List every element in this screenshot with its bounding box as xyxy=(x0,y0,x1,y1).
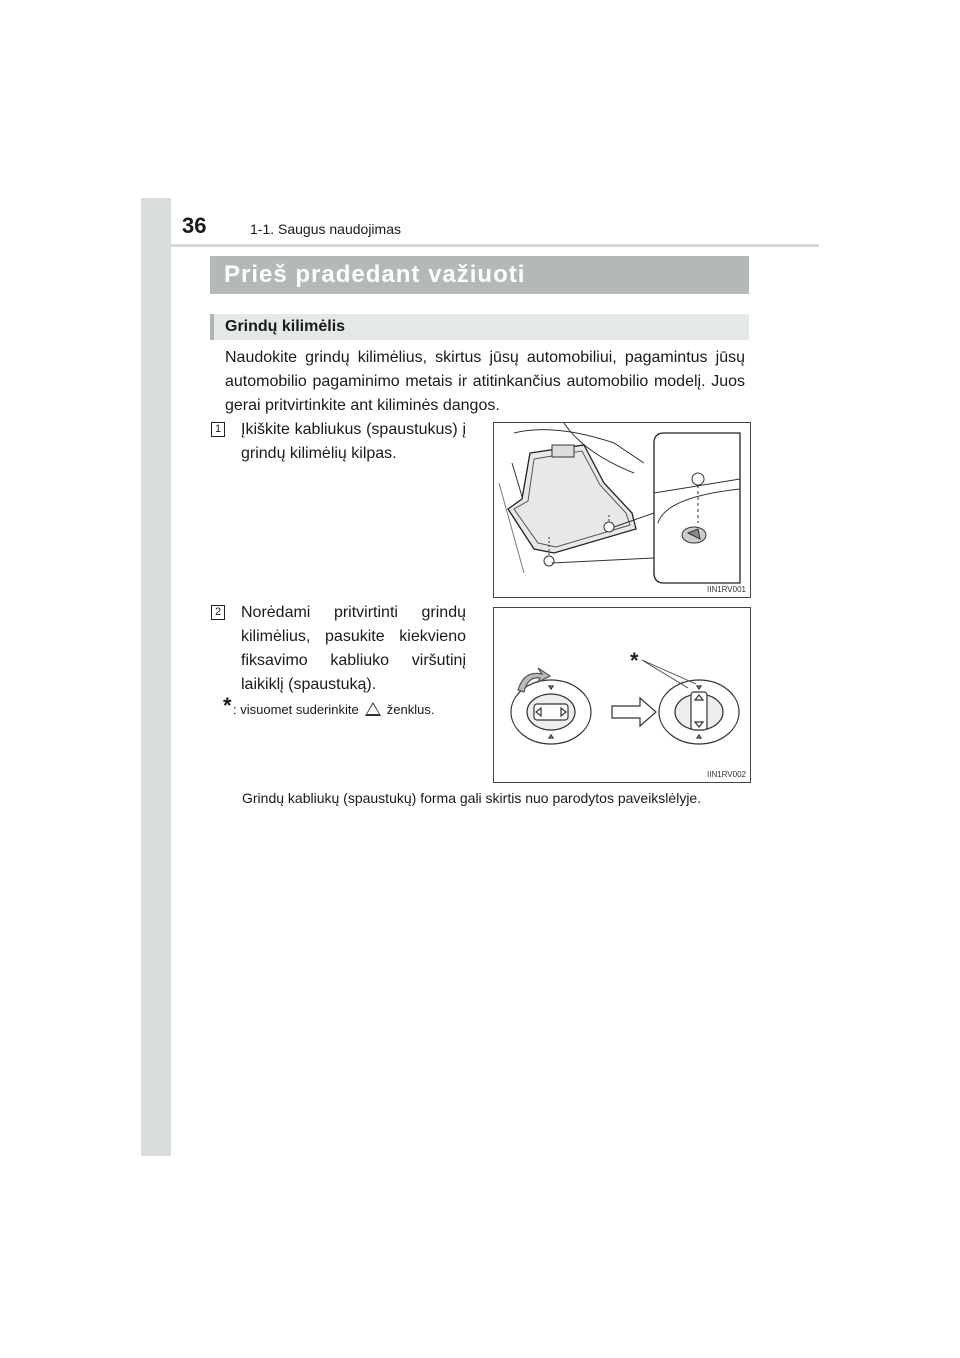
page-number: 36 xyxy=(182,213,207,238)
subtitle-bar xyxy=(210,314,749,340)
step-text-1: Įkiškite kabliukus (spaustukus) į grindų kilimėlių kilpas. xyxy=(241,421,466,462)
subtitle: Grindų kilimėlis xyxy=(225,318,346,335)
note-marker: * xyxy=(223,693,232,718)
step-number-2: 2 xyxy=(211,605,225,620)
note-line xyxy=(233,700,434,717)
triangle-mark-icon xyxy=(365,702,381,716)
page-title: Prieš pradedant važiuoti xyxy=(224,261,526,288)
note-prefix: : visuomet suderinkite xyxy=(233,702,359,717)
figure-code-1: IIN1RV001 xyxy=(707,585,746,594)
hook-rotation-drawing xyxy=(494,608,750,782)
intro-paragraph: Naudokite grindų kilimėlius, skirtus jūsų automobiliui, pagamintus jūsų automobilio pagaminimo metais ir atitinkančius automobilio modelį. Juos gerai pritvirtinkite ant kiliminės dangos. xyxy=(225,349,745,414)
footnote: Grindų kabliukų (spaustukų) forma gali skirtis nuo parodytos paveikslėlyje. xyxy=(242,790,702,806)
figure-code-2: IIN1RV002 xyxy=(707,770,746,779)
hook-rotation-illustration xyxy=(493,607,751,783)
figure-marker: * xyxy=(630,648,639,673)
floor-mat-drawing xyxy=(494,423,750,597)
floor-mat-illustration xyxy=(493,422,751,598)
title-bar xyxy=(210,256,749,294)
note-suffix: ženklus. xyxy=(386,702,435,717)
section-path: 1-1. Saugus naudojimas xyxy=(250,221,401,237)
step-text-2: Norėdami pritvirtinti grindų kilimėlius, pasukite kiekvieno fiksavimo kabliuko viršutinį laikiklį (spaustuką). xyxy=(241,604,466,693)
header-rule xyxy=(171,244,819,247)
step-number-1: 1 xyxy=(211,422,225,437)
side-strip xyxy=(141,198,171,1156)
